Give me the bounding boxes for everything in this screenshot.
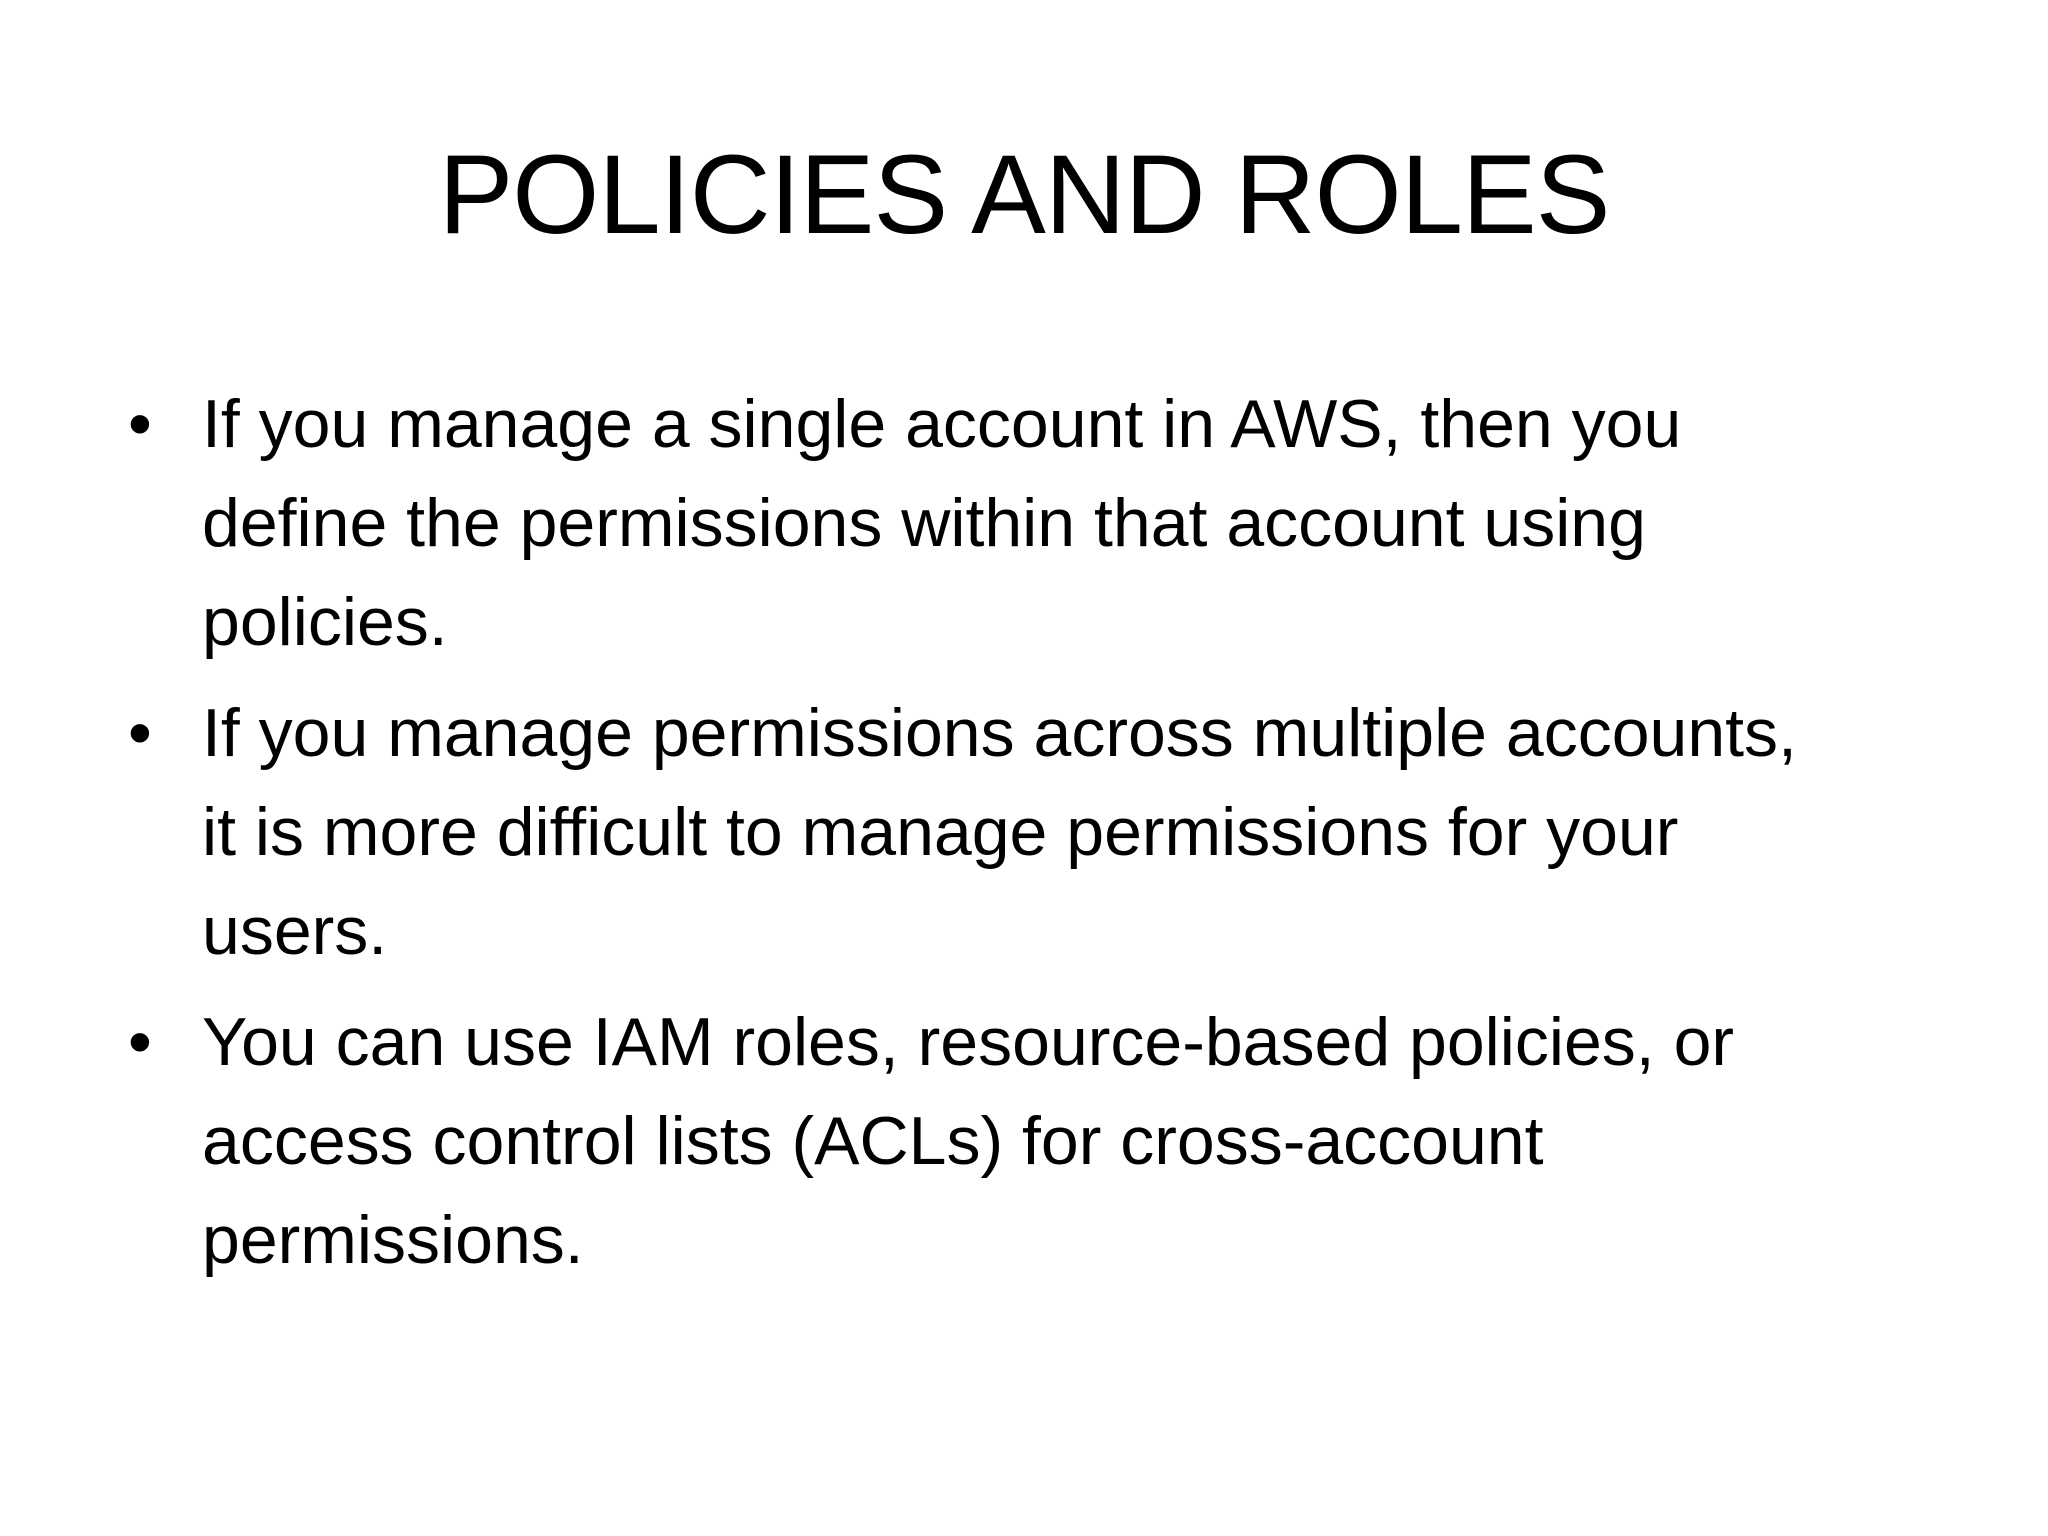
bullet-text-line: policies.	[202, 584, 448, 660]
bullet-text-line: You can use IAM roles, resource-based policies, or	[202, 1004, 1735, 1080]
bullet-text-line: access control lists (ACLs) for cross-account	[202, 1103, 1544, 1179]
bullet-item	[128, 684, 1968, 981]
bullet-text-line: users.	[202, 893, 388, 969]
bullet-icon: •	[128, 695, 152, 771]
bullet-text-line: it is more difficult to manage permissions for your	[202, 794, 1679, 870]
bullet-item	[128, 375, 1968, 672]
bullet-text-line: permissions.	[202, 1202, 584, 1278]
bullet-text-line: If you manage a single account in AWS, then you	[202, 386, 1682, 462]
bullet-icon: •	[128, 1004, 152, 1080]
bullet-text-line: define the permissions within that account using	[202, 485, 1646, 561]
bullet-icon: •	[128, 386, 152, 462]
slide-title: POLICIES AND ROLES	[438, 132, 1610, 257]
bullet-list	[128, 375, 1968, 1302]
bullet-text-line: If you manage permissions across multiple accounts,	[202, 695, 1797, 771]
bullet-item	[128, 993, 1968, 1290]
